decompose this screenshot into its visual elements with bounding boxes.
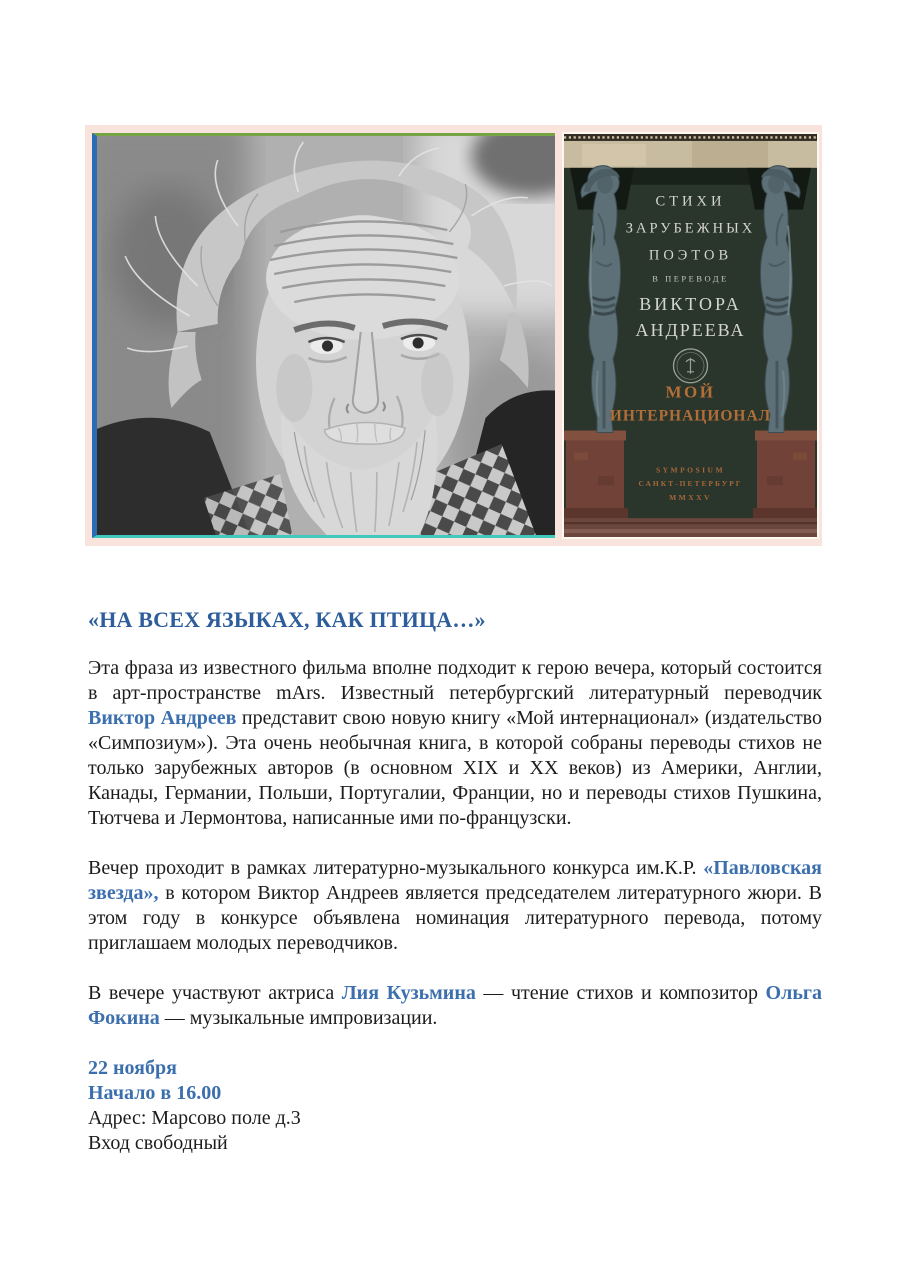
event-date: 22 ноября [88,1057,177,1079]
granite-base [564,518,817,537]
person-name-viktor-andreev: Виктор Андреев [88,707,237,729]
text-run: Эта фраза из известного фильма вполне подходит к герою вечера, который состоится в арт-пространстве mArs. Известный петербургский литературный переводчик [88,657,822,704]
header-images [85,125,822,546]
page-title: «НА ВСЕХ ЯЗЫКАХ, КАК ПТИЦА…» [88,607,486,632]
paragraph-2 [88,856,822,956]
cover-translator-line1: ВИКТОРА [639,294,742,315]
cover-title-line2: ИНТЕРНАЦИОНАЛ [609,407,772,425]
text-run: Вечер проходит в рамках литературно-музыкального конкурса им.К.Р. [88,857,704,879]
event-address: Адрес: Марсово поле д.3 [88,1107,301,1129]
event-details [88,1056,822,1156]
text-run: — чтение стихов и композитор [475,982,766,1004]
paragraph-3 [88,981,822,1031]
event-time: Начало в 16.00 [88,1082,222,1104]
cover-series-line2: ЗАРУБЕЖНЫХ [625,220,756,237]
person-name-liya-kuzmina: Лия Кузьмина [341,982,476,1004]
event-admission: Вход свободный [88,1132,228,1154]
text-run: в котором Виктор Андреев является председателем литературного жюри. В этом году в конкурсе объявлена номинация литературного перевода, потому приглашаем молодых переводчиков. [88,882,822,954]
mustache [324,422,405,444]
book-cover-illustration [564,134,817,537]
cover-publisher: SYMPOSIUM [655,465,726,475]
text-run: — музыкальные импровизации. [159,1007,438,1029]
cover-series-line1: СТИХИ [655,193,726,210]
cover-series-line3: ПОЭТОВ [648,247,733,264]
contest-name-pavlovskaya-zvezda: «Павловская звезда», [88,857,822,904]
person-name-olga-fokina: Ольга Фокина [88,982,822,1029]
cover-title-line1: МОЙ [665,382,716,402]
text-run: представит свою новую книгу «Мой интернационал» (издательство «Симпозиум»). Эта очень необычная книга, в которой собраны переводы стихов не только зарубежных авторов (в основном XIX и XX веков) из Америки, Англии, Канады, Германии, Польши, Португалии, Франции, но и переводы стихов Пушкина, Тютчева и Лермонтова, написанные ими по-французски. [88,707,822,829]
text-run: В вечере участвуют актриса [88,982,342,1004]
paragraph-1 [88,656,822,831]
cover-subtitle: В ПЕРЕВОДЕ [652,273,729,284]
cover-year: MMXXV [669,493,712,503]
cover-city: САНКТ-ПЕТЕРБУРГ [638,479,743,489]
book-cover-image [562,132,819,539]
portrait-photo [92,133,555,538]
cover-translator-line2: АНДРЕЕВА [635,320,746,340]
portrait-illustration [97,136,555,535]
article [88,606,822,1156]
